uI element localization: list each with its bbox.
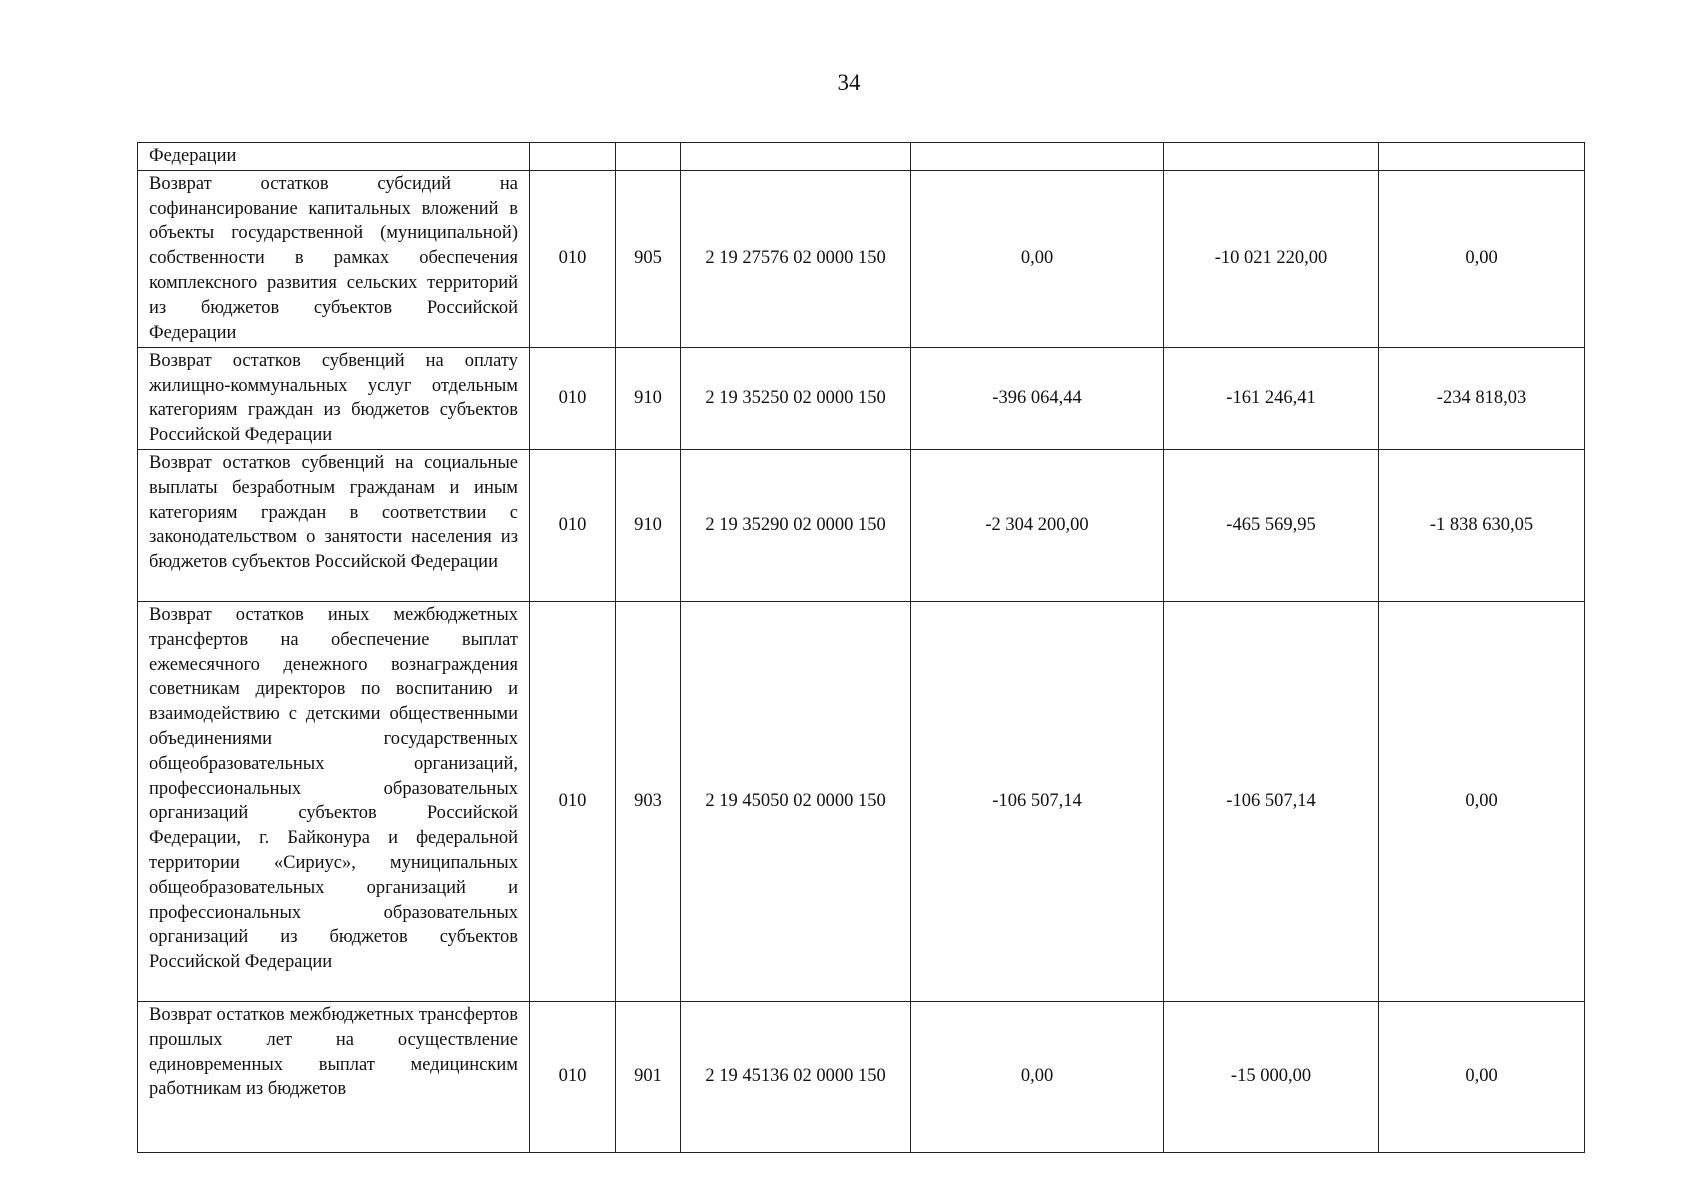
row-code: 901 — [616, 1001, 681, 1152]
row-admin-code — [530, 143, 616, 171]
budget-table — [137, 142, 1585, 1153]
table-row — [138, 601, 1585, 1001]
row-description: Федерации — [138, 143, 530, 171]
row-description: Возврат остатков субвенций на социальные выплаты безработным гражданам и иным категориям граждан в соответствии с законодательством о занятости населения из бюджетов субъектов Российской Федерации — [138, 449, 530, 601]
row-code: 910 — [616, 449, 681, 601]
table-row — [138, 347, 1585, 449]
row-admin-code: 010 — [530, 1001, 616, 1152]
row-code: 903 — [616, 601, 681, 1001]
row-value-2: -106 507,14 — [1164, 601, 1379, 1001]
row-value-3: 0,00 — [1379, 1001, 1585, 1152]
row-value-1: -396 064,44 — [911, 347, 1164, 449]
row-value-3: 0,00 — [1379, 170, 1585, 347]
row-value-2: -10 021 220,00 — [1164, 170, 1379, 347]
row-value-3 — [1379, 143, 1585, 171]
row-value-1: -2 304 200,00 — [911, 449, 1164, 601]
row-kbk: 2 19 45136 02 0000 150 — [681, 1001, 911, 1152]
row-description: Возврат остатков иных межбюджетных трансфертов на обеспечение выплат ежемесячного денежного вознаграждения советникам директоров по воспитанию и взаимодействию с детскими общественными объединениями государственных общеобразовательных организаций, профессиональных образовательных организаций субъектов Российской Федерации, г. Байконура и федеральной территории «Сириус», муниципальных общеобразовательных организаций и профессиональных образовательных организаций из бюджетов субъектов Российской Федерации — [138, 601, 530, 1001]
page-number: 34 — [837, 70, 861, 95]
row-code — [616, 143, 681, 171]
row-value-2 — [1164, 143, 1379, 171]
table-row — [138, 143, 1585, 171]
row-value-1 — [911, 143, 1164, 171]
table-row — [138, 449, 1585, 601]
row-kbk: 2 19 45050 02 0000 150 — [681, 601, 911, 1001]
row-description: Возврат остатков межбюджетных трансфертов прошлых лет на осуществление единовременных выплат медицинским работникам из бюджетов — [138, 1001, 530, 1152]
row-value-2: -465 569,95 — [1164, 449, 1379, 601]
row-value-2: -161 246,41 — [1164, 347, 1379, 449]
row-admin-code: 010 — [530, 601, 616, 1001]
row-description: Возврат остатков субсидий на софинансирование капитальных вложений в объекты государственной (муниципальной) собственности в рамках обеспечения комплексного развития сельских территорий из бюджетов субъектов Российской Федерации — [138, 170, 530, 347]
row-value-3: -1 838 630,05 — [1379, 449, 1585, 601]
row-kbk: 2 19 35290 02 0000 150 — [681, 449, 911, 601]
table-row — [138, 1001, 1585, 1152]
row-value-3: -234 818,03 — [1379, 347, 1585, 449]
table-row — [138, 170, 1585, 347]
row-value-1: 0,00 — [911, 1001, 1164, 1152]
row-code: 905 — [616, 170, 681, 347]
row-kbk — [681, 143, 911, 171]
row-description: Возврат остатков субвенций на оплату жилищно-коммунальных услуг отдельным категориям граждан из бюджетов субъектов Российской Федерации — [138, 347, 530, 449]
row-code: 910 — [616, 347, 681, 449]
row-value-1: -106 507,14 — [911, 601, 1164, 1001]
row-value-1: 0,00 — [911, 170, 1164, 347]
row-admin-code: 010 — [530, 449, 616, 601]
row-admin-code: 010 — [530, 170, 616, 347]
row-kbk: 2 19 27576 02 0000 150 — [681, 170, 911, 347]
row-value-3: 0,00 — [1379, 601, 1585, 1001]
row-admin-code: 010 — [530, 347, 616, 449]
row-value-2: -15 000,00 — [1164, 1001, 1379, 1152]
row-kbk: 2 19 35250 02 0000 150 — [681, 347, 911, 449]
